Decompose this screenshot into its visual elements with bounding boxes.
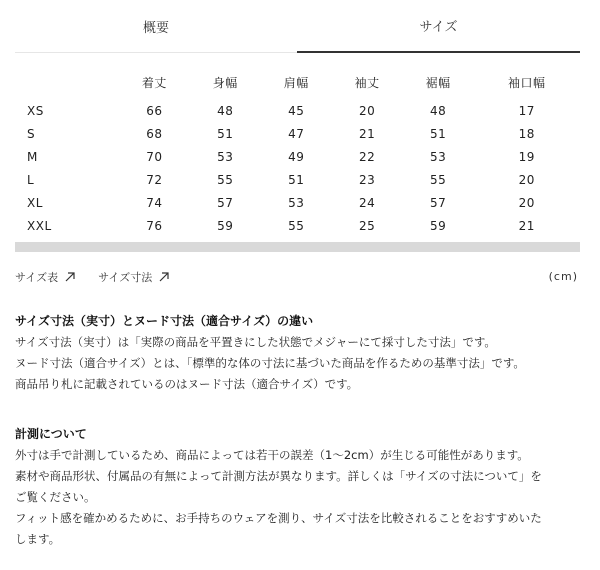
table-cell: 74 (146, 195, 163, 210)
table-cell: 20 (359, 103, 376, 118)
table-cell: 18 (518, 126, 535, 141)
unit-label: (cm) (548, 270, 578, 283)
table-cell: 76 (146, 218, 163, 233)
table-cell: 66 (146, 103, 163, 118)
table-cell: 53 (217, 149, 234, 164)
table-cell: 51 (288, 172, 305, 187)
table-row (15, 168, 580, 191)
table-cell: 24 (359, 195, 376, 210)
table-cell: 51 (217, 126, 234, 141)
section-text: します。 (15, 532, 61, 546)
table-cell: 72 (146, 172, 163, 187)
section-heading: 計測について (15, 427, 87, 441)
table-cell: 53 (288, 195, 305, 210)
tab-bar (15, 0, 580, 54)
table-row (15, 99, 580, 122)
table-header-cell: 着丈 (141, 75, 167, 90)
table-cell: 20 (518, 172, 535, 187)
size-links (15, 268, 170, 286)
tab-overview[interactable]: 概要 (15, 0, 297, 53)
size-difference-section (15, 311, 585, 395)
size-label: L (27, 172, 35, 187)
size-chart-link-label: サイズ表 (15, 271, 59, 284)
table-cell: 20 (518, 195, 535, 210)
table-cell: 49 (288, 149, 305, 164)
arrow-up-right-icon (158, 271, 170, 283)
size-label: XL (27, 195, 43, 210)
table-row (15, 214, 580, 237)
table-cell: 23 (359, 172, 376, 187)
section-heading: サイズ寸法（実寸）とヌード寸法（適合サイズ）の違い (15, 314, 314, 328)
table-cell: 59 (429, 218, 447, 233)
tab-size[interactable]: サイズ (297, 0, 580, 53)
section-text: ヌード寸法（適合サイズ）とは、「標準的な体の寸法に基づいた商品を作るための基準寸法」です。 (15, 356, 525, 370)
table-cell: 25 (359, 218, 376, 233)
table-cell: 55 (429, 172, 447, 187)
section-text: ご覧ください。 (15, 490, 96, 504)
size-chart-link[interactable] (15, 268, 76, 286)
table-header-cell: 袖丈 (354, 75, 380, 90)
size-label: XS (27, 103, 44, 118)
size-label: S (27, 126, 36, 141)
section-text: 外寸は手で計測しているため、商品によっては若干の誤差（1〜2cm）が生じる可能性があります。 (15, 448, 529, 462)
table-header-cell: 裾幅 (425, 75, 451, 90)
table-row (15, 191, 580, 214)
table-cell: 48 (429, 103, 447, 118)
table-cell: 19 (518, 149, 535, 164)
size-dimensions-link-label: サイズ寸法 (98, 271, 153, 284)
table-cell: 70 (146, 149, 163, 164)
table-cell: 45 (288, 103, 305, 118)
section-text: 素材や商品形状、付属品の有無によって計測方法が異なります。詳しくは「サイズの寸法について」を (15, 469, 542, 483)
table-header-row (15, 65, 580, 99)
measurement-section (15, 424, 585, 550)
table-cell: 55 (288, 218, 305, 233)
horizontal-scrollbar[interactable] (15, 242, 580, 252)
table-cell: 21 (518, 218, 535, 233)
table-cell: 22 (359, 149, 376, 164)
section-text: フィット感を確かめるために、お手持ちのウェアを測り、サイズ寸法を比較されることをおすすめいた (15, 511, 542, 525)
table-row (15, 122, 580, 145)
table-cell: 47 (288, 126, 305, 141)
table-header-cell: 袖口幅 (508, 75, 546, 90)
table-row (15, 145, 580, 168)
table-header-cell: 肩幅 (283, 75, 309, 90)
table-cell: 68 (146, 126, 163, 141)
table-header-cell (15, 65, 119, 99)
table-cell: 57 (217, 195, 234, 210)
size-label: M (27, 149, 38, 164)
table-cell: 53 (429, 149, 447, 164)
table-cell: 59 (217, 218, 234, 233)
table-cell: 21 (359, 126, 376, 141)
table-cell: 17 (518, 103, 535, 118)
section-text: サイズ寸法（実寸）は「実際の商品を平置きにした状態でメジャーにて採寸した寸法」です。 (15, 335, 496, 349)
section-text: 商品吊り札に記載されているのはヌード寸法（適合サイズ）です。 (15, 377, 359, 391)
table-cell: 48 (217, 103, 234, 118)
table-header-cell: 身幅 (212, 75, 238, 90)
size-table (15, 65, 580, 237)
table-cell: 51 (429, 126, 447, 141)
size-label: XXL (27, 218, 52, 233)
arrow-up-right-icon (64, 271, 76, 283)
table-cell: 55 (217, 172, 234, 187)
size-dimensions-link[interactable] (98, 268, 170, 286)
table-cell: 57 (429, 195, 447, 210)
